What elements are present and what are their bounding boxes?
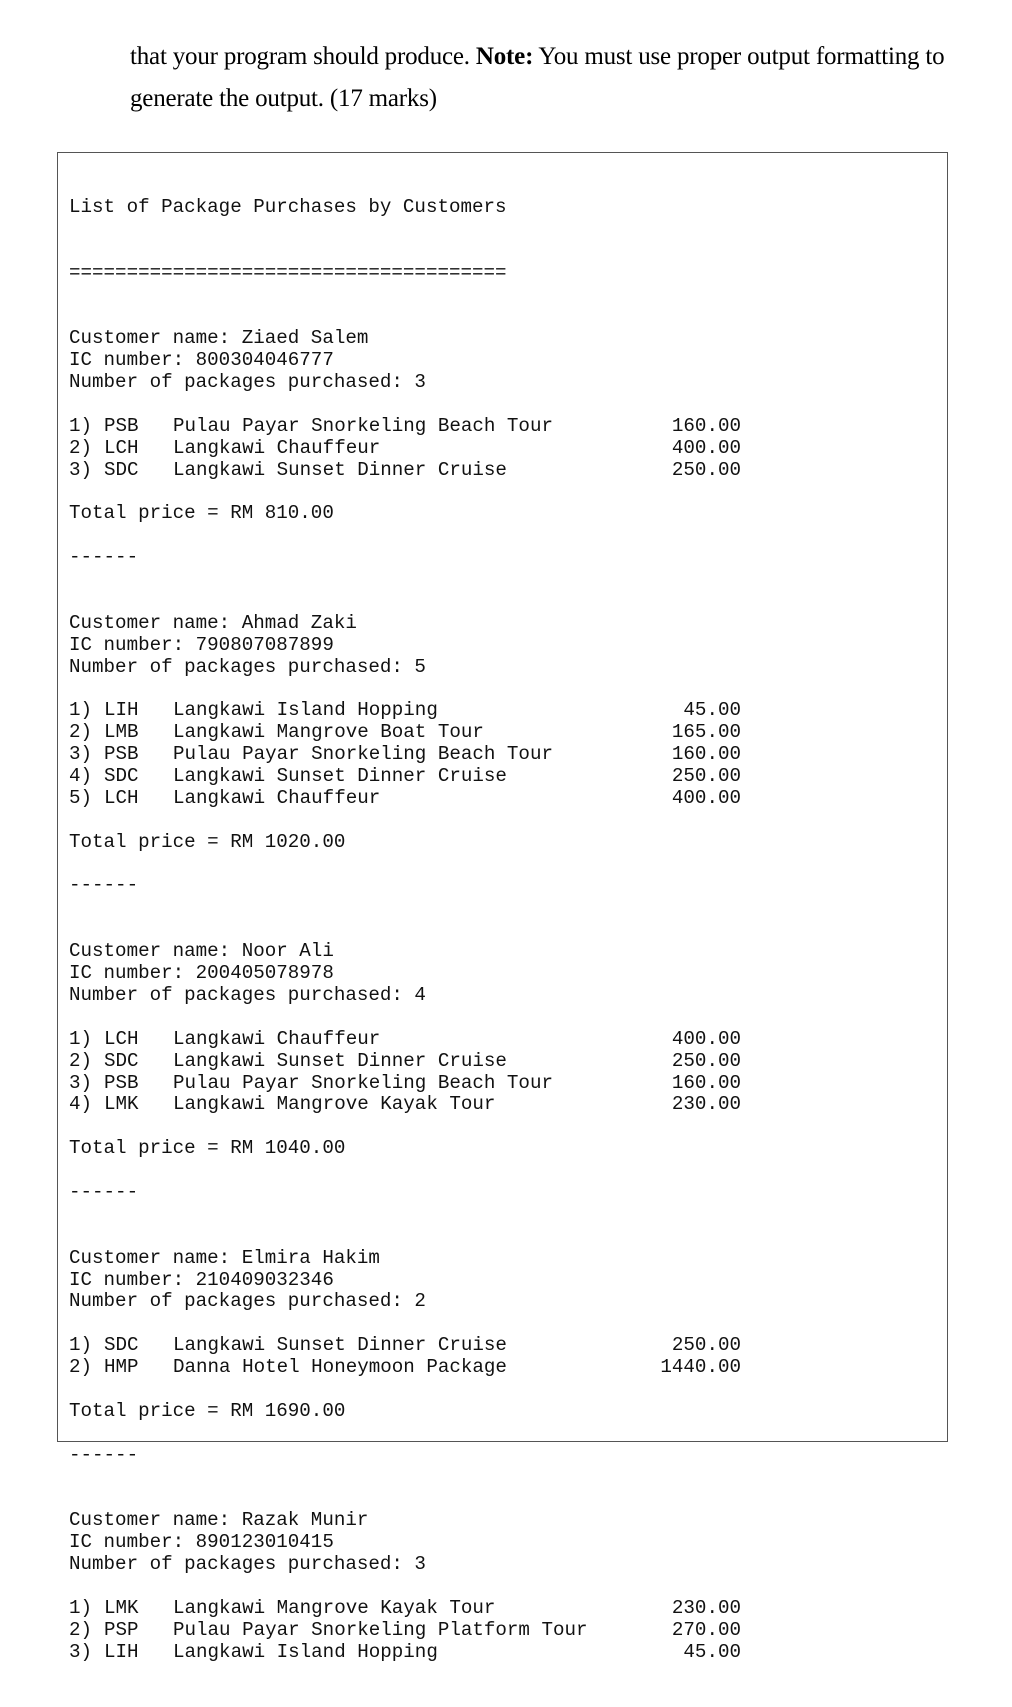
package-row [69, 743, 741, 766]
package-number: 2) [69, 436, 93, 459]
package-price: 230.00 [671, 1596, 741, 1619]
package-number: 3) [69, 743, 93, 766]
blank-line [69, 678, 507, 700]
package-count-line: Number of packages purchased: 5 [69, 655, 426, 678]
package-row [69, 414, 741, 438]
package-code: LCH [104, 436, 139, 459]
blank-line [69, 1423, 507, 1445]
total-price-line: Total price = RM 1020.00 [69, 830, 346, 853]
package-number: 4) [69, 765, 93, 788]
blank-line [69, 525, 507, 547]
sample-output-text [69, 153, 741, 1707]
package-number: 2) [69, 1618, 93, 1641]
package-code: LMK [104, 1596, 139, 1619]
package-price: 230.00 [671, 1093, 741, 1116]
package-price: 250.00 [671, 1049, 741, 1072]
package-code: HMP [104, 1356, 139, 1379]
customer-block [69, 1509, 741, 1663]
package-name: Langkawi Sunset Dinner Cruise [173, 458, 507, 481]
package-name: Langkawi Mangrove Boat Tour [173, 721, 484, 744]
customer-block [69, 940, 741, 1247]
ic-number-line: IC number: 210409032346 [69, 1268, 334, 1291]
blank-line [69, 1226, 507, 1248]
customer-block [69, 611, 741, 941]
package-row [69, 1027, 741, 1051]
package-price: 160.00 [671, 743, 741, 766]
question-line-1 [130, 36, 990, 78]
note-label: Note: [475, 43, 534, 70]
package-code: LCH [104, 1027, 139, 1050]
package-count-line: Number of packages purchased: 4 [69, 983, 426, 1006]
package-row [69, 765, 741, 788]
package-name: Langkawi Island Hopping [173, 1640, 438, 1663]
question-text [130, 36, 990, 120]
separator-line: ------ [69, 1443, 139, 1466]
package-name: Langkawi Sunset Dinner Cruise [173, 1334, 507, 1357]
customer-block [69, 327, 741, 613]
total-price-line: Total price = RM 1040.00 [69, 1137, 346, 1160]
package-name: Danna Hotel Honeymoon Package [173, 1356, 507, 1379]
package-row [69, 1334, 741, 1357]
package-number: 1) [69, 1334, 93, 1357]
customer-name-line: Customer name: Noor Ali [69, 940, 334, 963]
package-row [69, 1071, 741, 1095]
blank-line [69, 591, 507, 613]
package-row [69, 721, 741, 744]
package-number: 2) [69, 721, 93, 744]
package-price: 1440.00 [660, 1356, 741, 1379]
package-code: SDC [104, 1334, 139, 1357]
sample-output-box [57, 152, 948, 1663]
package-price: 250.00 [671, 765, 741, 788]
package-row [69, 436, 741, 460]
package-code: PSB [104, 414, 139, 437]
package-code: LMB [104, 721, 139, 744]
customer-block [69, 1246, 741, 1511]
package-name: Langkawi Island Hopping [173, 699, 438, 722]
package-number: 1) [69, 1027, 93, 1050]
blank-line [69, 897, 507, 919]
blank-line [69, 854, 507, 876]
package-price: 400.00 [671, 1027, 741, 1050]
customer-name-line: Customer name: Ahmad Zaki [69, 611, 357, 634]
package-price: 45.00 [683, 1640, 741, 1663]
blank-line [69, 810, 507, 832]
package-name: Langkawi Sunset Dinner Cruise [173, 1049, 507, 1072]
blank-line [69, 1116, 507, 1138]
package-number: 1) [69, 414, 93, 437]
blank-line [69, 481, 507, 503]
package-name: Langkawi Chauffeur [173, 786, 381, 809]
package-count-line: Number of packages purchased: 3 [69, 1553, 426, 1576]
package-name: Pulau Payar Snorkeling Beach Tour [173, 743, 553, 766]
package-number: 1) [69, 1596, 93, 1619]
package-name: Pulau Payar Snorkeling Beach Tour [173, 1071, 553, 1094]
package-number: 3) [69, 1071, 93, 1094]
package-price: 270.00 [671, 1618, 741, 1641]
package-code: PSB [104, 743, 139, 766]
package-code: LMK [104, 1093, 139, 1116]
total-price-line: Total price = RM 1690.00 [69, 1399, 346, 1422]
package-name: Langkawi Mangrove Kayak Tour [173, 1093, 496, 1116]
blank-line [69, 569, 507, 591]
package-number: 1) [69, 699, 93, 722]
package-code: LCH [104, 786, 139, 809]
package-number: 3) [69, 458, 93, 481]
customer-name-line: Customer name: Elmira Hakim [69, 1246, 380, 1269]
blank-line [69, 1204, 507, 1226]
package-name: Langkawi Sunset Dinner Cruise [173, 765, 507, 788]
package-code: LIH [104, 699, 139, 722]
package-name: Langkawi Mangrove Kayak Tour [173, 1596, 496, 1619]
package-number: 2) [69, 1049, 93, 1072]
ic-number-line: IC number: 890123010415 [69, 1531, 334, 1554]
package-number: 2) [69, 1356, 93, 1379]
package-price: 45.00 [683, 699, 741, 722]
blank-line [69, 1313, 507, 1335]
package-number: 4) [69, 1093, 93, 1116]
ic-number-line: IC number: 790807087899 [69, 633, 334, 656]
output-title: List of Package Purchases by Customers [69, 195, 507, 218]
ic-number-line: IC number: 200405078978 [69, 962, 334, 985]
package-row [69, 1596, 741, 1620]
package-code: PSB [104, 1071, 139, 1094]
question-line-2: generate the output. (17 marks) [130, 85, 437, 112]
package-name: Langkawi Chauffeur [173, 1027, 381, 1050]
package-price: 400.00 [671, 436, 741, 459]
package-price: 250.00 [671, 458, 741, 481]
package-price: 400.00 [671, 786, 741, 809]
ic-number-line: IC number: 800304046777 [69, 349, 334, 372]
question-line-1-start: that your program should produce. [130, 43, 476, 70]
package-row [69, 1049, 741, 1073]
blank-line [69, 919, 507, 941]
package-count-line: Number of packages purchased: 2 [69, 1290, 426, 1313]
package-price: 250.00 [671, 1334, 741, 1357]
output-title-underline: ====================================== [69, 261, 507, 284]
customer-name-line: Customer name: Razak Munir [69, 1509, 369, 1532]
blank-line [69, 1379, 507, 1401]
blank-line [69, 1467, 507, 1489]
package-row [69, 1618, 741, 1642]
package-row [69, 1093, 741, 1116]
package-code: SDC [104, 765, 139, 788]
package-code: SDC [104, 1049, 139, 1072]
separator-line: ------ [69, 874, 139, 897]
package-row [69, 786, 741, 810]
package-price: 160.00 [671, 1071, 741, 1094]
question-line-1-end: You must use proper output formatting to [533, 43, 945, 70]
blank-line [69, 1160, 507, 1182]
customer-name-line: Customer name: Ziaed Salem [69, 327, 369, 350]
package-name: Pulau Payar Snorkeling Platform Tour [173, 1618, 588, 1641]
package-number: 3) [69, 1640, 93, 1663]
package-name: Langkawi Chauffeur [173, 436, 381, 459]
package-price: 160.00 [671, 414, 741, 437]
package-code: SDC [104, 458, 139, 481]
package-number: 5) [69, 786, 93, 809]
blank-line [69, 1007, 507, 1029]
package-code: LIH [104, 1640, 139, 1663]
blank-line [69, 1488, 507, 1510]
package-row [69, 1640, 741, 1664]
total-price-line: Total price = RM 810.00 [69, 502, 334, 525]
package-code: PSP [104, 1618, 139, 1641]
package-count-line: Number of packages purchased: 3 [69, 371, 426, 393]
customer-list [69, 327, 741, 1663]
package-name: Pulau Payar Snorkeling Beach Tour [173, 414, 553, 437]
package-row [69, 458, 741, 482]
package-price: 165.00 [671, 721, 741, 744]
package-row [69, 1356, 741, 1379]
package-row [69, 699, 741, 722]
blank-line [69, 1576, 507, 1598]
separator-line: ------ [69, 1180, 139, 1203]
blank-line [69, 394, 507, 416]
separator-line: ------ [69, 546, 139, 569]
